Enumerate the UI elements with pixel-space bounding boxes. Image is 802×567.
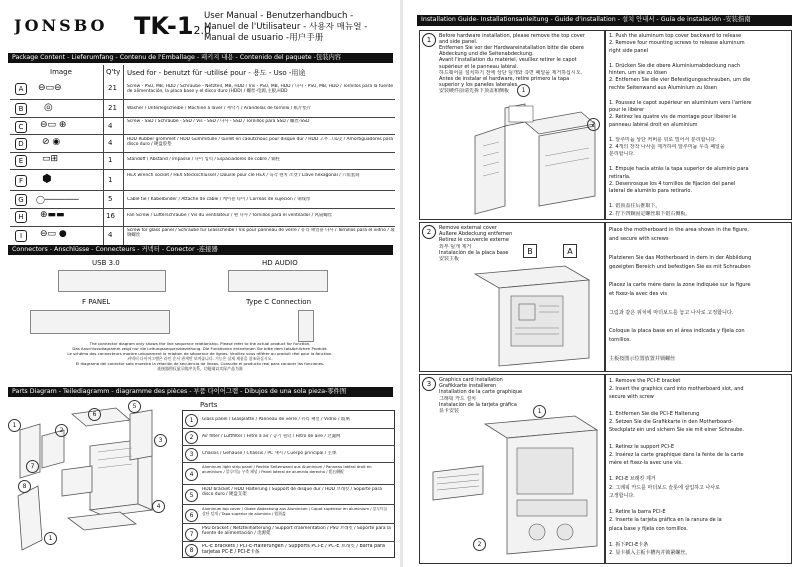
step-text-line: 安装主板 — [439, 256, 460, 262]
step-text-line: 1. 铝顶盖往后推取下。 — [609, 203, 661, 210]
row-qty: 4 — [108, 231, 113, 239]
type-c-label: Type C Connection — [246, 298, 312, 306]
step-text-line: 2. 拧下四颗固定螺丝取下铝右侧板。 — [609, 210, 691, 217]
manual-title-line-2: Manuel de l'Utilisateur - 사용자 매뉴얼 - — [204, 22, 368, 32]
row-text: HDD Rubber grommet / HDD Gummitülle / Œillet en caoutchouc pour disque dur / HDD 고무 그로밋 / Amortiguadores para disco duro / 硬盘胶垫 — [127, 137, 394, 148]
step-3-text-panel — [605, 374, 792, 564]
washer-icon: ◎ — [44, 102, 53, 113]
note-line: 连接器图仅显示线序关系，功能请以实际产品为准 — [157, 366, 243, 371]
step-text-line: 고정합니다. — [609, 492, 635, 499]
part-number: 7 — [185, 528, 198, 541]
step-text-line: Coloque la placa base en el área indicada y fíjela con — [609, 328, 745, 335]
col-image-header: Image — [50, 68, 72, 76]
part-number: 3 — [185, 448, 198, 461]
row-text: Cable tie / Kabelbinder / Attache de câble / 케이블 타이 / Correas de sujeción / 束线带 — [127, 197, 311, 202]
part-number: 6 — [185, 509, 198, 522]
step-number: 2 — [422, 225, 436, 239]
callout-1: 1 — [517, 84, 530, 97]
row-qty: 21 — [108, 84, 117, 92]
glass-screw-icon: ⊖▭ ● — [40, 229, 67, 239]
step-number: 3 — [422, 377, 436, 391]
step-text-line: lateral de aluminio para retirarlo. — [609, 188, 692, 195]
callout-1b: 1 — [44, 532, 57, 545]
note-line: Le schéma des connecteurs montre uniquement la relation de séquence de lignes. Veuillez vous référer au produit réel pour la fonction. — [67, 351, 333, 356]
step-text-line: 그래픽 카드 설치 — [439, 395, 476, 402]
step-text-line: gezeigten Bereich und befestigen Sie es mit Schrauben — [609, 263, 751, 270]
part-text: Air filter / Luftfilter / Filtre à air / 공기 필터 / Filtro de aire / 过滤网 — [202, 434, 341, 439]
step-text-line: Antes de instalar el hardware, retire primero la tapa — [439, 75, 570, 82]
step-text-line: Retirez le couvercle externe — [439, 237, 509, 244]
part-number: 5 — [185, 489, 198, 502]
row-qty: 5 — [108, 195, 113, 203]
step-text-line: Instalación de la placa base — [439, 249, 509, 256]
step-text-line: 2. Inserte la tarjeta gráfica en la ranura de la — [609, 517, 722, 524]
left-page — [0, 0, 400, 567]
step-2-illustration — [469, 262, 597, 368]
step-text-line: 安装硬件前请先拆下顶盖和侧板 — [439, 87, 510, 94]
step-text-line: superior y los paneles laterales. — [439, 81, 519, 88]
part-text: PC-E brackets / PCI-E-Halterungen / Supports PCI-E / PC-E 브래킷 / Barra para tarjetas PC-E / PCI-E卡条 — [202, 544, 385, 555]
callout-7: 7 — [26, 460, 39, 473]
step-text-line: 1. Entfernen Sie die PCI-E Halterung — [609, 410, 700, 417]
step-text-line: 2. 显卡插入主板卡槽内并锁紧螺丝。 — [609, 550, 691, 557]
step-number: 1 — [422, 33, 436, 47]
step-text-line: 1. Retirez le support PCI-E — [609, 443, 675, 450]
step-text-line: 분리합니다. — [609, 151, 635, 158]
f-panel-label: F PANEL — [82, 298, 111, 306]
row-label: I — [15, 230, 27, 242]
standoff-icon: ▭⊞ — [42, 154, 59, 164]
step-text-line: panneau latéral droit en aluminium — [609, 121, 698, 128]
row-text: Screw - SSD / Schraube - SSD / Vis - SSD / 나사 - SSD / Tornillos para SSD / 螺丝-SSD — [127, 119, 310, 124]
step-text-line: 2. Setzen Sie die Grafikkarte in den Motherboard- — [609, 419, 734, 425]
hd-audio-label: HD AUDIO — [262, 259, 298, 267]
row-text: Screw - PSU, MB, HDD / Schraube - Netzteil, MB, HDD / Vis - PSU, MB, HDD / 나사 - PSU, MB, HDD / Tornillos para la fuente de alimentación, la placa base y el disco duro (HDD) / 螺丝-电源,主板,HDD — [127, 84, 394, 95]
step-3-illustration — [425, 410, 601, 560]
type-c-connector-diagram — [298, 310, 314, 342]
note-line: The connector diagram only shows the line sequence relationship. Please refer to the actual product for function. — [89, 341, 311, 346]
col-used-header: Used for - benutzt für -utilisé pour - 용도 - Uso -用途 — [127, 69, 306, 77]
part-text: Aluminum top cover / Obere Abdeckung aus Aluminium / Capot supérieur en aluminium / 알루미늄 상단 덮개 / Tapa superior de aluminio / 铝顶盖 — [202, 507, 388, 516]
col-qty-header: Q'ty — [106, 68, 121, 76]
cable-tie-icon: ◯─────── — [36, 195, 79, 204]
step-text-line: Place the motherboard in the area shown in the figure, — [609, 227, 749, 233]
part-number: 1 — [185, 414, 198, 427]
note-line: El diagrama del conector solo muestra la relación de secuencia de líneas. Consulte el producto real para conocer las funciones. — [75, 361, 325, 366]
row-qty: 1 — [108, 176, 113, 184]
step-text-line: Installation de la carte graphique — [439, 389, 523, 396]
exploded-view-drawing — [12, 400, 182, 560]
step-text-line: 1. Empuje hacia atrás la tapa superior de aluminio para — [609, 166, 749, 173]
row-qty: 4 — [108, 122, 113, 130]
step-text-line: 2. Entfernen Sie die vier Befestigungsschrauben, um die — [609, 77, 751, 84]
callout-5: 5 — [128, 400, 141, 413]
step-text-line: 1. PCI-E 브래킷 제거 — [609, 476, 656, 483]
step-text-line: 2. 4개의 장착 나사를 제거하여 알루미늄 우측 패널을 — [609, 144, 725, 150]
step-text-line: 1. 알루미늄 상단 커버를 뒤로 밀어서 분리합니다. — [609, 136, 717, 143]
row-text: Standoff / Abstand / impasse / 다이 입력 / Espaciadores de cobre / 铜柱 — [127, 157, 280, 162]
step-text-line: et fixez-la avec des vis — [609, 291, 668, 298]
step-text-line: Entfernen Sie vor der Hardwareinstallation bitte die obere — [439, 45, 584, 52]
step-text-line: tornillos. — [609, 337, 631, 344]
step-text-line: 외부 덮개 제거 — [439, 243, 472, 250]
row-label: F — [15, 175, 27, 187]
brand-logo: JONSBO — [14, 16, 108, 35]
ssd-screw-icon: ⊖▭ ⊕ — [40, 120, 67, 130]
callout-3: 3 — [154, 434, 167, 447]
row-qty: 1 — [108, 156, 113, 164]
hex-socket-icon: ⬢ — [42, 172, 52, 185]
row-text: HEX wrench socket / HEX Steckschlüssel / Douille pour clé HEX / 육각 렌치 소켓 / Llave hexagonal / 六角套筒 — [127, 173, 360, 178]
step-text-line: 1. 拆下PCI-E卡条 — [609, 542, 649, 548]
step-text-line: Grafikkarte installieren — [439, 383, 497, 390]
row-label: D — [15, 138, 27, 150]
grommet-icon: ⊘ ◉ — [42, 137, 61, 147]
part-text: PSU bracket / Netzteilhalterung / Support d'alimentation / PSU 브래킷 / Soporte para la fuente de alimentación / 电源架 — [202, 526, 391, 537]
part-text: HDD bracket / HDD Halterung / Support de disque dur / HDD 브래킷 / Soporte para disco duro / 硬盘支架 — [202, 487, 382, 498]
step-text-line: Platzieren Sie das Motherboard in dem in der Abbildung — [609, 254, 752, 261]
step-text-line: Abdeckung und die Seitenabdeckung. — [439, 51, 534, 58]
part-text: Glass panel / Glasplatte / Panneau de verre / 유리 패널 / Vidrio / 玻璃 — [202, 417, 350, 422]
step-text-line: 2. Remove four mounting screws to release aluminum — [609, 40, 745, 47]
step-text-line: secure with screw — [609, 394, 654, 401]
package-content-bar: Package Content - Lieferumfang - Contenu de l'Emballage - 패키지 내용 - Contenido del paquete -包装内容 — [8, 53, 393, 63]
row-label: B — [15, 103, 27, 115]
step-text-line: Steckplatz ein und sichern Sie sie mit einer Schraube. — [609, 427, 744, 434]
callout-4: 4 — [152, 500, 165, 513]
step-text-line: 2. Desenrosque los 4 tornillos de fijación del panel — [609, 181, 736, 187]
step-text-line: 그림과 같은 위치에 마더보드를 놓고 나사로 고정합니다. — [609, 309, 734, 316]
model-title: TK-12.0 — [134, 12, 212, 40]
step-text-line: 1. Push the aluminum top cover backward to release — [609, 33, 742, 39]
part-number: 8 — [185, 544, 198, 557]
manual-title-line-1: User Manual - Benutzerhandbuch - — [204, 11, 354, 21]
hd-audio-connector-diagram — [228, 270, 328, 292]
callout-6: 6 — [88, 408, 101, 421]
part-number: 4 — [185, 468, 198, 481]
installation-guide-bar: Installation Guide- Installationsanleitung - Guide d'installation - 설치 안내서 - Guía de instalación -安装指南 — [417, 15, 792, 26]
step-text-line: 1. Retire la barra PCI-E — [609, 509, 666, 516]
part-number: 2 — [185, 431, 198, 444]
callout-1: 1 — [533, 405, 546, 418]
part-text: Aluminum light strip panel / Rechte Seitenwand aus Aluminium / Panneau latéral droit en aluminium / 알루미늄 우측 패널 / Panel lateral de aluminio derecho / 铝右侧板 — [202, 465, 372, 474]
fan-screw-icon: ⊕▬▬ — [40, 210, 65, 220]
step-text-line: 2. Retirez les quatre vis de montage pour libérer le — [609, 114, 737, 121]
step-text-line: supérieur et le panneau latéral. — [439, 63, 519, 70]
step-text-line: 1. Poussez le capot supérieur en aluminium vers l'arrière — [609, 99, 752, 106]
manual-title-line-3: Manual de usuario -用户手册 — [204, 33, 324, 43]
f-panel-connector-diagram — [30, 310, 170, 334]
step-text-line: 1. Drücken Sie die obere Aluminiumabdeckung nach — [609, 62, 741, 69]
step-text-line: Instalación de la tarjeta gráfica — [439, 401, 517, 408]
row-label: C — [15, 121, 27, 133]
row-qty: 21 — [108, 104, 117, 112]
callout-8: 8 — [18, 480, 31, 493]
row-text: Screw for glass panel / Schraube für Glasscheibe / Vis pour panneau de verre / 유리 패널용 나사 / Tornillos para el vidrio / 玻璃螺丝 — [127, 228, 395, 239]
connectors-bar: Connectors - Anschlüsse - Connecteurs - 커넥터 - Conector -连接器 — [8, 245, 393, 255]
step-text-line: Placez la carte mère dans la zone indiquée sur la figure — [609, 282, 751, 289]
step-text-line: mère et fixez-la avec une vis. — [609, 460, 683, 466]
step-text-line: 하드웨어를 설치하기 전에 상단 덮개와 측면 패널을 제거하십시오. — [439, 69, 583, 76]
note-line: Das Anschlussdiagramm zeigt nur die Leitungssequenzbeziehung. Die Funktionen entnehmen Sie bitte dem tatsächlichen Produkt. — [72, 346, 328, 351]
step-text-line: Before hardware installation, please remove the top cover — [439, 33, 585, 39]
callout-2: 2 — [473, 538, 486, 551]
callout-1: 1 — [8, 419, 21, 432]
row-text: Fan Screw / Lüfterschraube / Vis du ventilateur / 팬 나사 / Tornillos para el ventilador / 风扇螺丝 — [127, 213, 333, 218]
step-text-line: 主板按图示位置放置并锁螺丝 — [609, 355, 676, 362]
step-text-line: retirarla. — [609, 173, 631, 180]
callout-2: 2 — [55, 424, 68, 437]
step-text-line: rechte Seitenwand aus Aluminium zu lösen — [609, 84, 718, 91]
step-text-line: right side panel — [609, 47, 649, 54]
step-text-line: 2. Insert the graphics card into motherboard slot, and — [609, 386, 744, 393]
step-text-line: placa base y fíjela con tornillos. — [609, 525, 688, 532]
step-text-line: 2. Insérez la carte graphique dans la fente de la carte — [609, 451, 744, 458]
callout-2: 2 — [587, 118, 600, 131]
row-qty: 16 — [106, 212, 115, 220]
step-text-line: hinten, um sie zu lösen — [609, 70, 668, 76]
step-text-line: Äußere Abdeckung entfernen — [439, 231, 513, 238]
step-1-illustration — [465, 96, 601, 216]
step-text-line: 2. 그래픽 카드를 마더보드 슬롯에 삽입하고 나사로 — [609, 484, 720, 491]
step-text-line: 显卡安装 — [439, 408, 460, 414]
parts-heading: Parts — [200, 401, 218, 409]
row-label: G — [15, 194, 27, 206]
row-label: H — [15, 211, 27, 223]
row-label: A — [15, 83, 27, 95]
step-text-line: Avant l'installation du matériel, veuillez retirer le capot — [439, 57, 577, 64]
step-text-line: 1. Remove the PCI-E bracket — [609, 378, 681, 384]
usb-connector-diagram — [58, 270, 166, 292]
step-text-line: Remove external cover — [439, 225, 497, 231]
usb-label: USB 3.0 — [92, 259, 120, 267]
step-text-line: and side panel. — [439, 39, 478, 46]
callout-b: B — [523, 244, 537, 258]
row-qty: 4 — [108, 139, 113, 147]
parts-bar: Parts Diagram - Teilediagramm - diagramme des pièces - 부품 다이어그램 - Dibujos de una sola pieza-零件图 — [8, 387, 393, 397]
note-line: 커넥터 다이어그램은 라인 순서 관계만 보여줍니다. 기능은 실제 제품을 참조하십시오. — [127, 356, 273, 361]
screw-icon: ⊖▭⊖ — [38, 83, 62, 93]
step-text-line: and secure with screws — [609, 236, 669, 243]
part-text: Chassis / Gehäuse / Châssis / PC 섀시 / Cuerpo principal / 主体 — [202, 451, 337, 456]
row-text: Washer / Unterlegscheibe / Machine à laver / 세탁기 / Arandelas de tornillo / 纸片垫片 — [127, 106, 312, 111]
step-text-line: pour le libérer — [609, 107, 645, 113]
step-text-line: Graphics card installation — [439, 377, 503, 383]
callout-a: A — [563, 244, 577, 258]
right-page — [403, 0, 802, 567]
row-label: E — [15, 155, 27, 167]
